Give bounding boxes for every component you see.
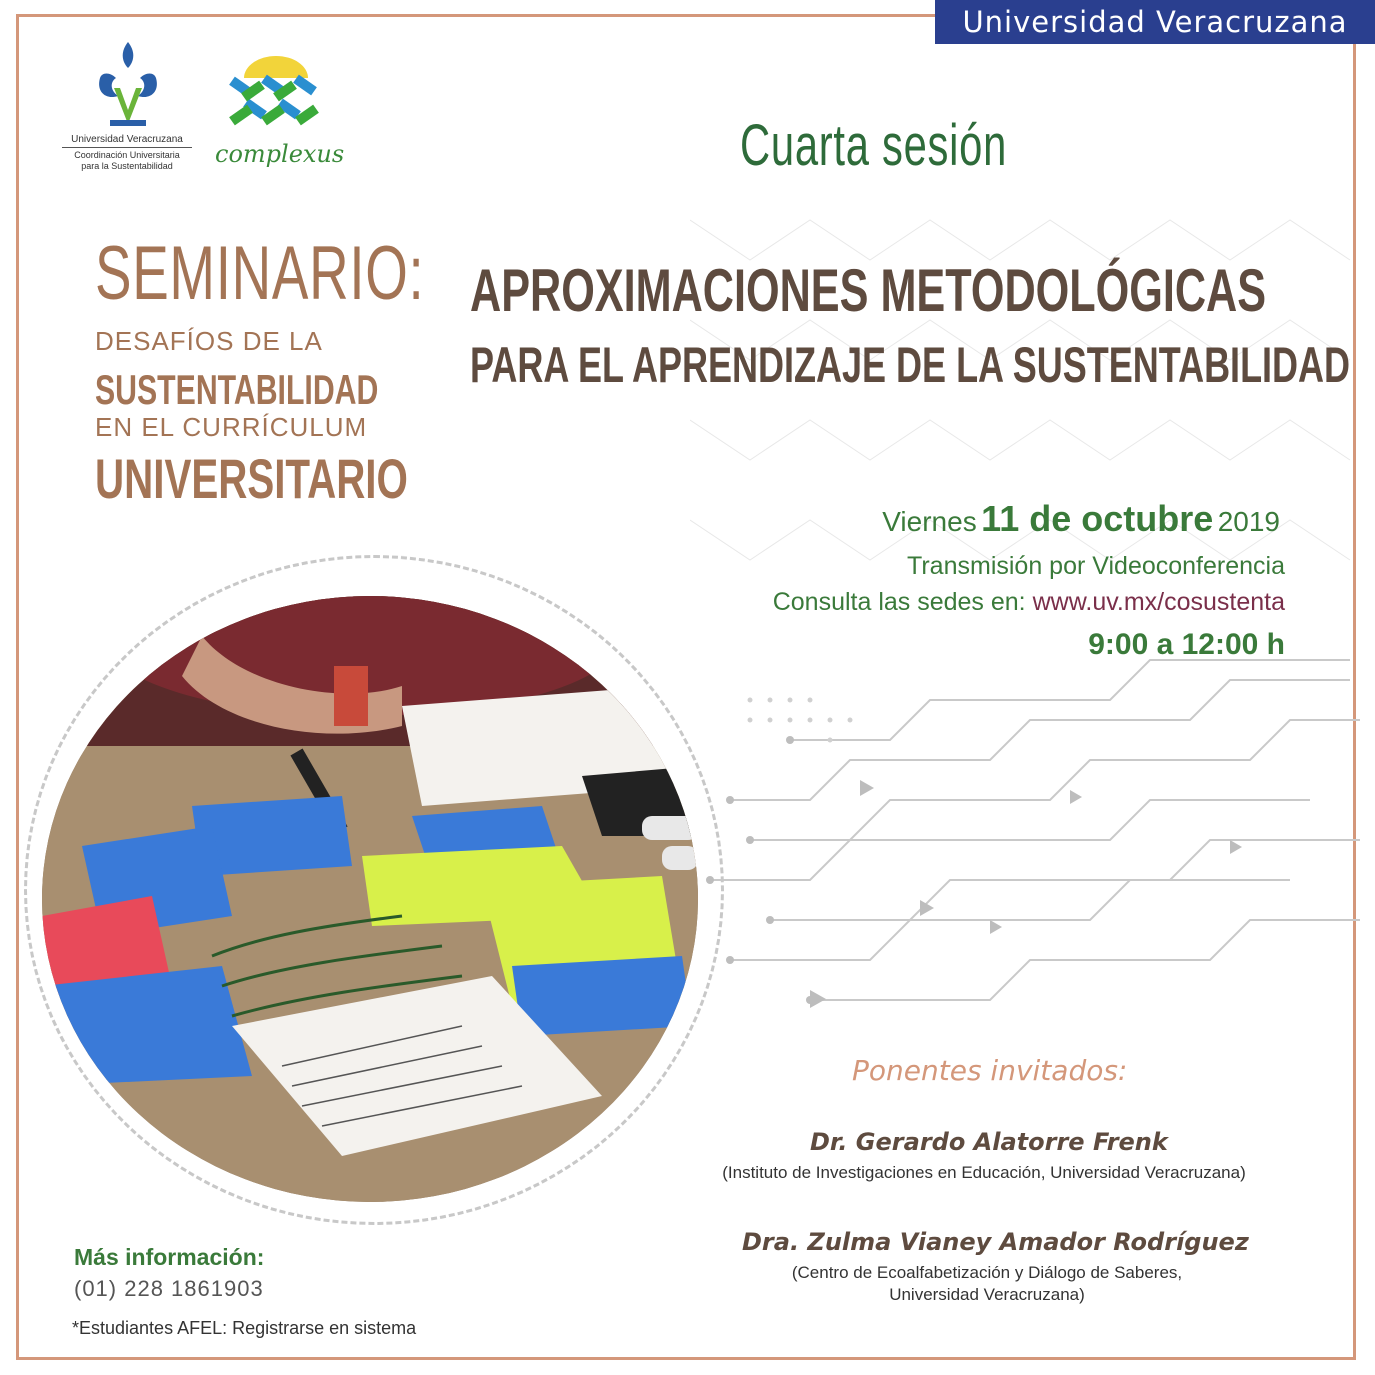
venues-label: Consulta las sedes en: — [772, 588, 1026, 616]
workshop-photo — [42, 596, 698, 1202]
venues-link[interactable]: www.uv.mx/cosustenta — [1032, 588, 1285, 616]
session-label: Cuarta sesión — [740, 113, 1008, 178]
event-time: 9:00 a 12:00 h — [1088, 628, 1285, 661]
transmission-text: Transmisión por Videoconferencia — [907, 552, 1285, 580]
event-year: 2019 — [1217, 506, 1280, 537]
seminar-line-3: EN EL CURRÍCULUM — [95, 412, 368, 442]
event-date — [882, 498, 1280, 540]
speaker-affiliation-line: Universidad Veracruzana) — [889, 1285, 1085, 1304]
university-banner: Universidad Veracruzana — [935, 0, 1375, 44]
uv-logo-text — [62, 134, 192, 172]
venues-line — [773, 588, 1285, 617]
speaker-affiliation: (Instituto de Investigaciones en Educación, Universidad Veracruzana) — [722, 1163, 1246, 1182]
seminar-line-4: UNIVERSITARIO — [95, 447, 408, 510]
speaker-name: Dra. Zulma Vianey Amador Rodríguez — [742, 1228, 1249, 1256]
event-day: Viernes — [882, 506, 977, 537]
speakers-heading: Ponentes invitados: — [852, 1054, 1128, 1087]
speaker-affiliation-line: (Centro de Ecoalfabetización y Diálogo de Saberes, — [791, 1263, 1183, 1282]
contact-label: Más información: — [74, 1244, 265, 1270]
seminar-line-2: SUSTENTABILIDAD — [95, 366, 379, 413]
complexus-logo-text: complexus — [215, 140, 345, 168]
uv-logo-name: Universidad Veracruzana — [62, 134, 192, 148]
event-date-main: 11 de octubre — [981, 498, 1214, 539]
afel-note: *Estudiantes AFEL: Registrarse en sistema — [72, 1318, 417, 1338]
complexus-logo-icon — [222, 56, 330, 136]
speaker-affiliation — [760, 1262, 1214, 1306]
seminar-title: SEMINARIO: — [95, 231, 425, 316]
uv-logo-icon — [92, 38, 164, 134]
title-line-1: APROXIMACIONES METODOLÓGICAS — [470, 257, 1267, 324]
workshop-photo-illustration — [42, 596, 698, 1202]
title-line-2: PARA EL APRENDIZAJE DE LA SUSTENTABILIDAD — [470, 337, 1351, 393]
uv-logo-sub1: Coordinación Universitaria — [74, 150, 180, 160]
seminar-line-1: DESAFÍOS DE LA — [95, 326, 323, 356]
uv-logo-sub2: para la Sustentabilidad — [81, 161, 173, 171]
contact-phone: (01) 228 1861903 — [74, 1276, 264, 1301]
speaker-name: Dr. Gerardo Alatorre Frenk — [810, 1128, 1168, 1156]
